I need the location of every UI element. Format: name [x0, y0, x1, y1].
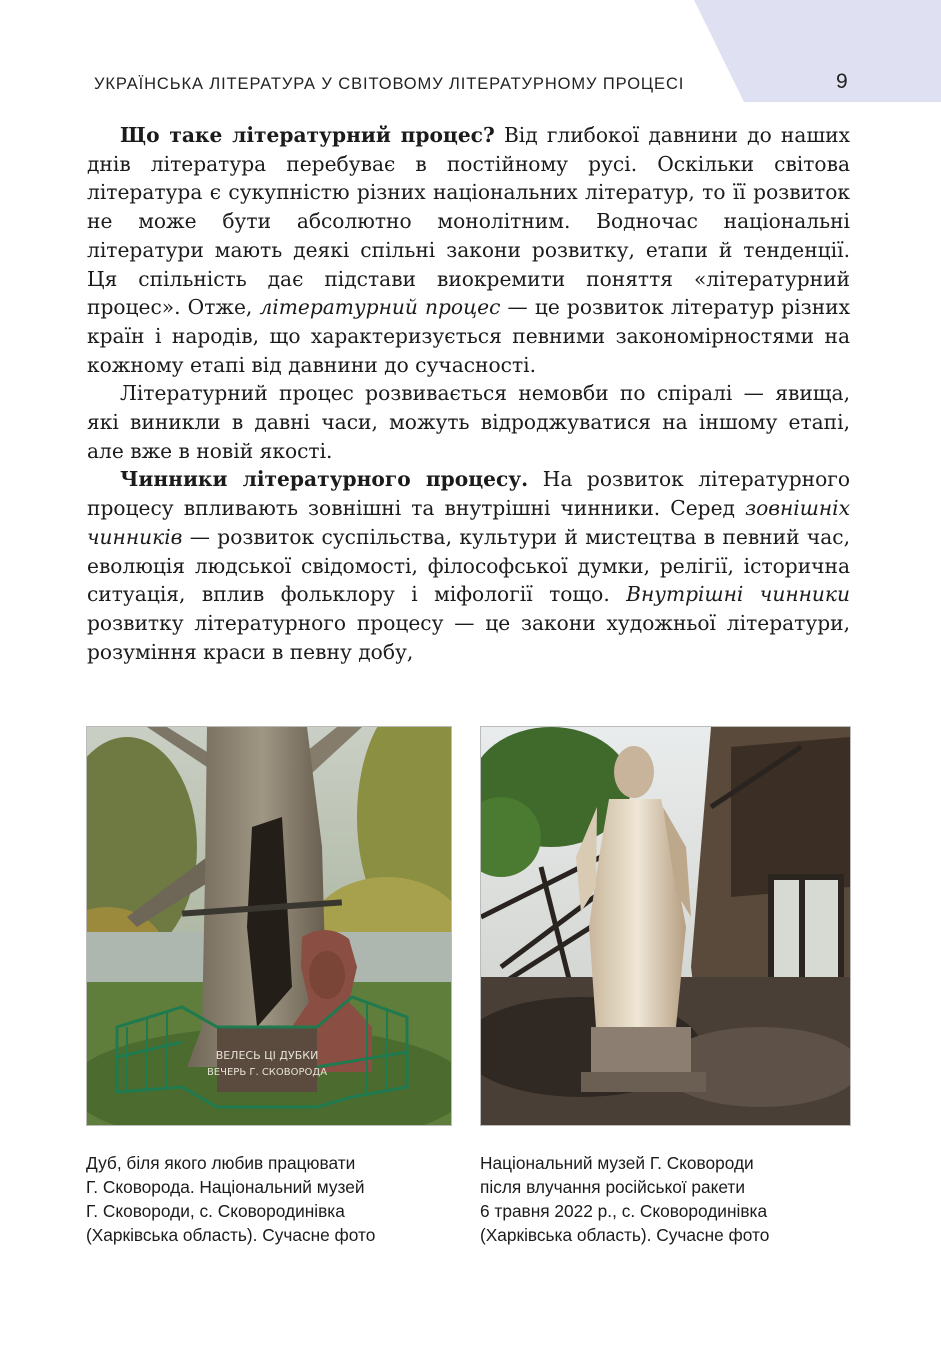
paragraph-text: розвитку літературного процесу — це закони художньої літератури, розуміння краси в певну добу,	[87, 610, 850, 664]
paragraph-text: — це розвиток літератур різних країн і народів, що характеризується певними закономірностями на кожному етапі від давнини до сучасності.	[87, 295, 850, 377]
page-number: 9	[836, 70, 848, 93]
paragraph-text: Від глибокої давнини до наших днів література перебуває в постійному русі. Оскільки світова література є сукупністю різних національних літератур, то її розвиток не може бути абсолютно монолітним. Водночас національні літератури мають деякі спільні закони розвитку, етапи й тенденції. Ця спільність дає підстави виокремити поняття «літературний процес». Отже,	[87, 123, 850, 320]
caption-line: Дуб, біля якого любив працювати	[86, 1153, 356, 1173]
italic-term: літературний процес	[259, 295, 501, 320]
caption-line: Г. Сковорода. Національний музей	[86, 1177, 365, 1197]
caption-line: після влучання російської ракети	[480, 1177, 745, 1197]
oak-tree-photo	[86, 726, 452, 1126]
caption-line: (Харківська область). Сучасне фото	[86, 1225, 376, 1245]
figure-caption-left	[86, 1151, 456, 1247]
italic-term: зовнішніх чинників	[87, 496, 850, 549]
burned-museum-photo	[480, 726, 851, 1126]
paragraph-spiral	[87, 379, 850, 465]
paragraph-factors	[87, 465, 850, 666]
bold-lead-heading: Що таке літературний процес?	[120, 123, 495, 147]
caption-line: (Харківська область). Сучасне фото	[480, 1225, 770, 1245]
paragraph-text: Літературний процес розвивається немовби по спіралі — явища, які виникли в давні часи, можуть відроджуватися на іншому етапі, але вже в новій якості.	[87, 381, 850, 463]
oak-tree-illustration	[87, 727, 451, 1125]
caption-line: Г. Сковороди, с. Сковородинівка	[86, 1201, 345, 1221]
paragraph-what-is-literary-process	[87, 121, 850, 379]
running-header-title: УКРАЇНСЬКА ЛІТЕРАТУРА У СВІТОВОМУ ЛІТЕРАТУРНОМУ ПРОЦЕСІ	[94, 75, 685, 93]
caption-line: Національний музей Г. Сковороди	[480, 1153, 754, 1173]
paragraph-text: На розвиток літературного процесу впливають зовнішні та внутрішні чинники. Серед	[87, 467, 850, 521]
figure-caption-right	[480, 1151, 850, 1247]
burned-museum-illustration	[481, 727, 850, 1125]
caption-line: 6 травня 2022 р., с. Сковородинівка	[480, 1201, 768, 1221]
body-text	[87, 121, 850, 666]
bold-lead-heading: Чинники літературного процесу.	[120, 467, 529, 492]
plaque-text-line-2: ВЕЧЕРЬ Г. СКОВОРОДА	[206, 1067, 328, 1078]
paragraph-text: — розвиток суспільства, культури й мистецтва в певний час, еволюція людської свідомості, філософської думки, релігії, історична ситуація, вплив фольклору і міфології тощо.	[87, 524, 850, 607]
italic-term: Внутрішні чинники	[626, 582, 850, 607]
plaque-text-line-1: ВЕЛЕСЬ ЦІ ДУБКИ	[215, 1049, 319, 1062]
